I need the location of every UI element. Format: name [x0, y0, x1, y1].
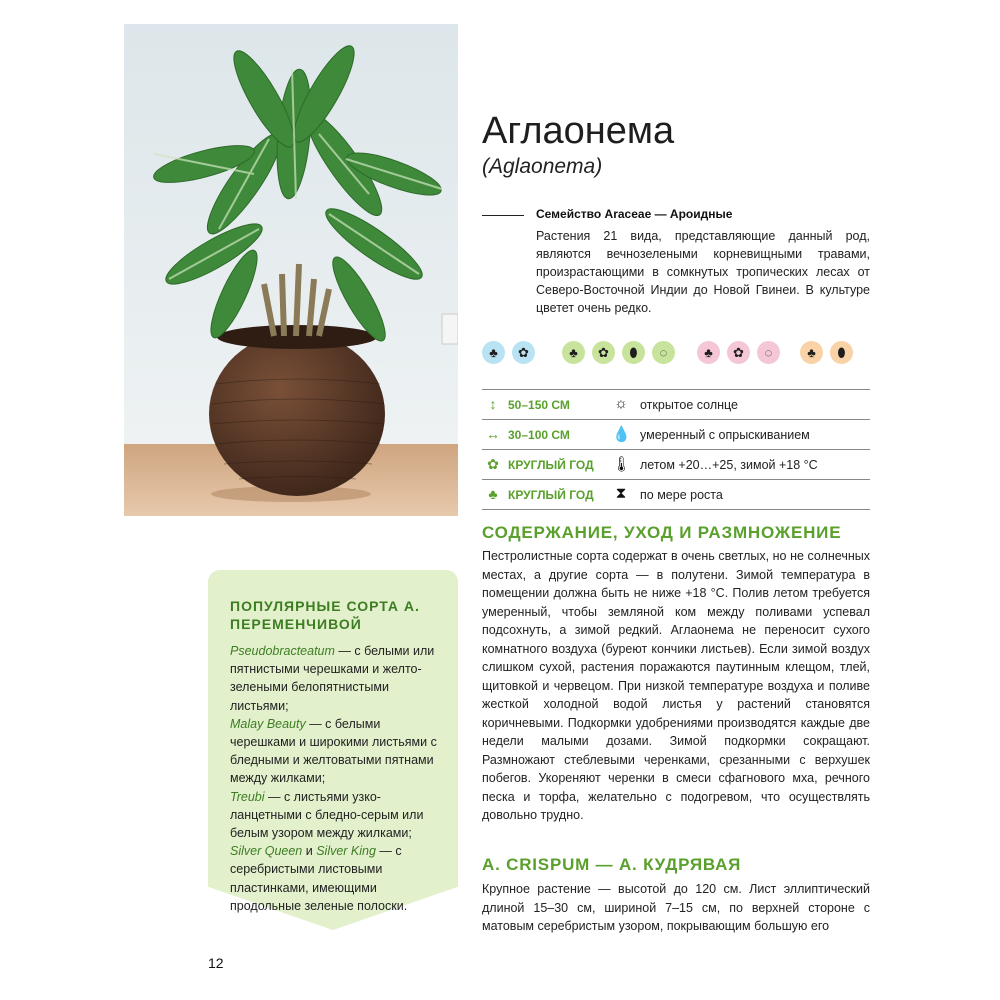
flower-icon: ✿	[512, 341, 535, 364]
leaf-clover-icon: ♣	[482, 341, 505, 364]
care-stats-table	[482, 389, 870, 510]
variety-description: — с белыми или пятнистыми черешками и желто-зелеными белопятнистыми листьями;	[230, 644, 435, 713]
page-title: Аглаонема	[482, 110, 675, 152]
variety-name: Malay Beauty	[230, 716, 306, 731]
water-drop-icon: 💧	[612, 426, 631, 443]
latin-name: (Aglaonema)	[482, 155, 603, 178]
variety-description: — с белыми черешками и широкими листьями с бледными и желтоватыми пятнами между жилками;	[230, 716, 437, 786]
stat-row	[482, 449, 870, 479]
aglaonema-pot-image	[124, 24, 458, 516]
seed-icon: ◌	[652, 341, 675, 364]
bud-icon: ⬮	[830, 341, 853, 364]
list-item	[230, 715, 440, 788]
stat-row	[482, 389, 870, 419]
leaf-clover-icon: ♣	[697, 341, 720, 364]
crispum-paragraph: Крупное растение — высотой до 120 см. Лист эллиптический длиной 15–30 см, шириной 7–15 см, по верхней стороне с матовым серебристым узором, покрывающим большую его	[482, 882, 870, 933]
list-item	[230, 642, 440, 715]
list-item	[230, 788, 440, 843]
list-item	[230, 842, 440, 915]
variety-description: — с листьями узко-ланцетными с бледно-серым или белым узором между жилками;	[230, 789, 424, 841]
care-heading: СОДЕРЖАНИЕ, УХОД И РАЗМНОЖЕНИЕ	[482, 523, 842, 542]
stat-description: по мере роста	[640, 488, 723, 502]
sidebar-title: ПОПУЛЯРНЫЕ СОРТА А. ПЕРЕМЕНЧИВОЙ	[230, 598, 420, 632]
leaf-clover-icon: ♣	[800, 341, 823, 364]
conjunction: и	[302, 844, 317, 859]
flower-icon: ✿	[727, 341, 750, 364]
flower-icon: ✿	[592, 341, 615, 364]
leaf-clover-icon: ♣	[562, 341, 585, 364]
thermometer-icon: 🌡	[612, 456, 632, 473]
stat-row	[482, 479, 870, 510]
width-icon: ↔	[486, 426, 500, 442]
stat-value: КРУГЛЫЙ ГОД	[508, 458, 594, 472]
care-paragraph: Пестролистные сорта содержат в очень светлых, но не солнечных местах, а другие сорта — в полутени. Зимой температура в помещении должна быть не ниже +18 °C. Полив летом требуется умеренный, чтобы земляной ком между поливами успевал подсохнуть, а зимой редкий. Аглаонема не переносит сухого комнатного воздуха (буреют кончики листьев). Если зимой воздух слишком сухой, растения поражаются паутинным клещом, тлей, щитовкой и червецом. При низкой температуре воздуха и поливе жесткой холодной водой листья у растений становятся коричневыми. Подкормки удобрениями производятся каждые две недели малыми дозами. Зимой подкормки сокращают. Размножают стеблевыми черенками, срезанными с верхушек побегов. Укореняют черенки в смеси сфагнового мха, речного песка и торфа, желательно с подогревом, что осуществлять довольно трудно.	[482, 549, 870, 822]
stat-value: КРУГЛЫЙ ГОД	[508, 488, 594, 502]
intro-paragraph: Растения 21 вида, представляющие данный род, являются вечнозелеными корневищными травами, произрастающими в сомкнутых тропических лесах от Северо-Восточной Индии до Новой Гвинеи. В культуре цветет очень редко.	[536, 229, 870, 315]
stat-description: умеренный с опрыскиванием	[640, 428, 810, 442]
family-rule	[482, 215, 524, 216]
page-number: 12	[208, 955, 224, 971]
plant-photo	[124, 24, 458, 516]
seed-icon: ◌	[757, 341, 780, 364]
stat-description: летом +20…+25, зимой +18 °C	[640, 458, 818, 472]
family-label: Семейство Araceae — Ароидные	[536, 207, 733, 221]
stat-row	[482, 419, 870, 449]
sun-icon: ☼	[614, 395, 628, 412]
crispum-heading: A. CRISPUM — А. КУДРЯВАЯ	[482, 855, 742, 874]
variety-name: Treubi	[230, 789, 265, 804]
variety-name: Silver Queen	[230, 844, 303, 859]
variety-description: — с серебристыми листовыми пластинками, имеющими продольные зеленые полоски.	[230, 844, 408, 913]
variety-name: Silver King	[316, 844, 376, 859]
leaf-clover-icon: ♣	[488, 486, 498, 502]
stat-value: 50–150 СМ	[508, 398, 570, 412]
varieties-list	[230, 642, 440, 915]
stat-description: открытое солнце	[640, 398, 739, 412]
flower-icon: ✿	[487, 456, 499, 472]
height-icon: ↕	[489, 396, 497, 412]
variety-name: Pseudobracteatum	[230, 644, 335, 658]
stat-value: 30–100 СМ	[508, 428, 570, 442]
hourglass-icon: ⧗	[615, 485, 627, 502]
season-icon-row	[482, 341, 872, 367]
bud-icon: ⬮	[622, 341, 645, 364]
